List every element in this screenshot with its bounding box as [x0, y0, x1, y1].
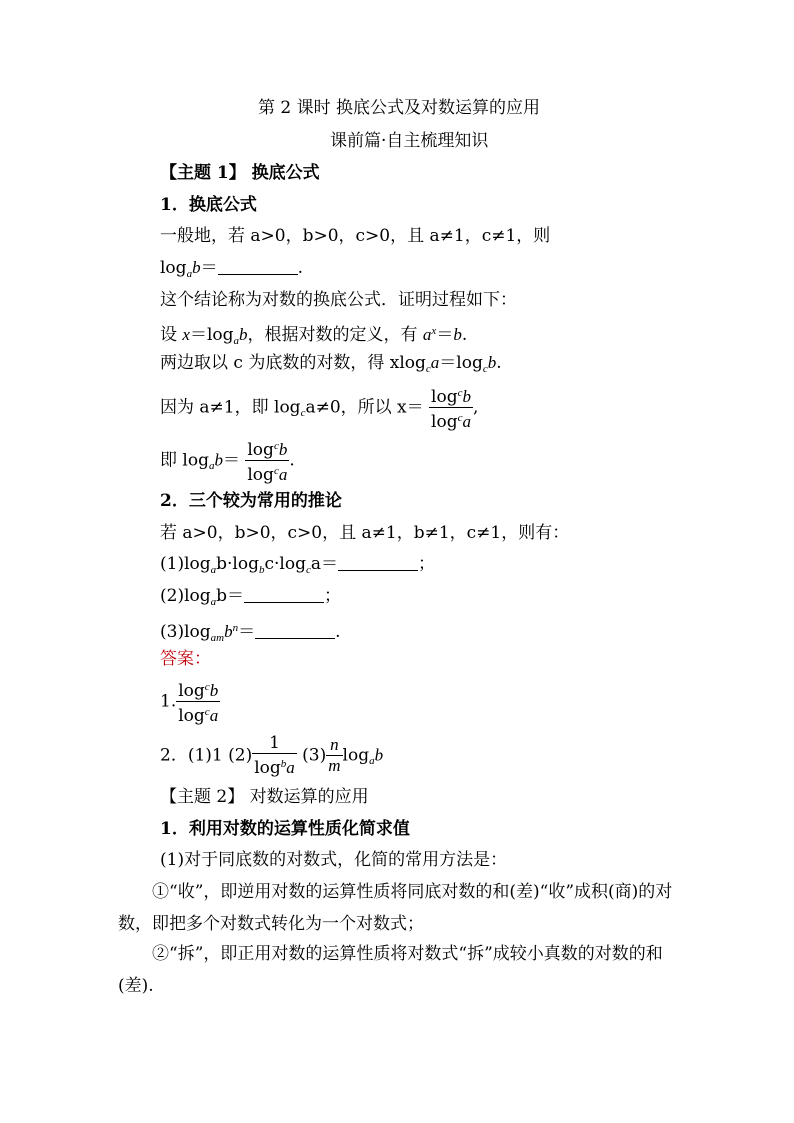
numerator: n	[330, 735, 339, 754]
corollary-condition: 若 a>0，b>0，c>0，且 a≠1，b≠1，c≠1，则有：	[160, 523, 570, 543]
var-a: a	[209, 706, 219, 725]
corollary-item-2	[160, 585, 341, 613]
answer-2	[160, 733, 383, 778]
topic1-sec2-title: 2．三个较为常用的推论	[160, 491, 342, 511]
var-x: x	[182, 325, 190, 344]
log-arg: b	[192, 258, 201, 277]
corollary-item-3	[160, 617, 341, 649]
corollary-item-1	[160, 553, 435, 581]
log-base: a	[233, 335, 240, 347]
equals: ＝	[200, 258, 218, 278]
text: (3)	[296, 745, 327, 766]
text: 因为 a≠1，即 log	[160, 397, 301, 418]
fraction	[326, 735, 342, 776]
text: a≠0，所以 x＝	[305, 397, 424, 418]
period: .	[496, 353, 502, 373]
log-base: c	[305, 564, 311, 576]
log-arg: b	[239, 325, 248, 344]
var-b: b	[374, 745, 384, 765]
topic2-heading: 【主题 2】 对数运算的应用	[160, 787, 369, 807]
log-base: c	[273, 465, 279, 477]
log-base: a	[186, 268, 193, 280]
period: .	[297, 258, 303, 278]
equals: ＝	[238, 622, 256, 642]
text: (1)log	[160, 554, 211, 574]
semicolon: ；	[418, 554, 435, 574]
log-base: c	[300, 407, 306, 419]
formula-description: 这个结论称为对数的换底公式．证明过程如下：	[160, 290, 517, 310]
var-b: b	[278, 440, 288, 459]
text: 2．(1)1 (2)	[160, 745, 253, 766]
var-b: b	[209, 681, 219, 700]
denominator: m	[328, 756, 341, 775]
change-base-condition: 一般地，若 a>0，b>0，c>0，且 a≠1，c≠1，则	[160, 226, 551, 246]
var-b: b	[453, 325, 462, 344]
log-base: c	[273, 440, 279, 452]
fraction	[245, 436, 289, 485]
text: 两边取以 c 为底数的对数，得 xlog	[160, 353, 426, 373]
log-text: log	[178, 681, 205, 701]
var-a: a	[462, 412, 471, 431]
period: .	[335, 622, 341, 642]
text: (3)log	[160, 622, 211, 642]
proof-step-1	[160, 320, 467, 352]
log-text: log	[431, 387, 458, 407]
text: a＝	[310, 554, 338, 574]
log-base: c	[482, 363, 488, 375]
topic2-paragraph-2: ①“收”，即逆用对数的运算性质将同底对数的和(差)“收”成积(商)的对数，即把多个对数式转化为一个对数式；	[118, 882, 673, 934]
log-base: c	[457, 387, 463, 399]
log-text: log	[431, 412, 458, 432]
log-base: c	[425, 363, 431, 375]
log-base: am	[210, 632, 225, 644]
semicolon: ；	[324, 586, 342, 606]
log-text: log	[342, 745, 370, 766]
log-base: c	[204, 706, 210, 718]
comma: ,	[473, 397, 479, 418]
equals: ＝	[189, 325, 207, 345]
equals: ＝	[439, 353, 457, 373]
proof-step-2	[160, 352, 502, 380]
section-subtitle: 课前篇·自主梳理知识	[330, 131, 489, 151]
log-text: log	[178, 706, 205, 726]
log-text: log	[456, 353, 483, 373]
log-base: a	[210, 564, 217, 576]
log-base: a	[210, 596, 217, 608]
topic2-paragraph-3: ②“拆”，即正用对数的运算性质将对数式“拆”成较小真数的对数的和(差).	[118, 944, 663, 996]
answer-label: 答案：	[160, 649, 211, 669]
log-base: a	[208, 460, 215, 472]
log-base: b	[280, 758, 287, 770]
text: c·log	[264, 554, 306, 574]
text: 设	[160, 325, 183, 345]
log-base: a	[369, 755, 375, 767]
equals: ＝	[436, 325, 454, 345]
change-base-blank-line	[160, 257, 303, 285]
text: (2)log	[160, 586, 211, 606]
var-b: b	[487, 353, 497, 372]
log-text: log	[206, 325, 234, 345]
log-base: c	[204, 681, 210, 693]
answer-blank[interactable]	[218, 260, 298, 275]
var-a: a	[286, 758, 295, 777]
log-base: b	[258, 564, 265, 576]
topic1-heading: 【主题 1】 换底公式	[160, 163, 320, 183]
period: .	[461, 325, 468, 345]
text: ，根据对数的定义，有	[247, 325, 423, 345]
exp-n: n	[232, 622, 239, 634]
var-b: b	[224, 622, 233, 641]
numerator: 1	[269, 733, 280, 753]
text: b＝	[216, 586, 245, 606]
page-title: 第 2 课时 换底公式及对数运算的应用	[258, 98, 541, 118]
answer-blank[interactable]	[244, 588, 324, 603]
period: .	[289, 450, 295, 471]
log-text: log	[247, 465, 274, 485]
exp-x: x	[431, 325, 437, 337]
text: 即 log	[160, 450, 209, 471]
var-a: a	[422, 325, 432, 344]
proof-step-4	[160, 436, 295, 485]
topic2-sec1-title: 1．利用对数的运算性质化简求值	[160, 819, 410, 839]
log-text: log	[160, 258, 187, 278]
var-a: a	[430, 353, 440, 372]
fraction	[176, 677, 220, 726]
topic1-sec1-title: 1．换底公式	[160, 195, 257, 215]
topic2-paragraph-1: (1)对于同底数的对数式，化简的常用方法是：	[160, 850, 508, 870]
log-text: log	[247, 440, 274, 460]
text: 1.	[160, 691, 177, 712]
var-b: b	[214, 450, 223, 470]
log-base: c	[457, 412, 463, 424]
fraction	[429, 383, 473, 432]
answer-1	[160, 677, 220, 726]
var-b: b	[462, 387, 471, 406]
answer-blank[interactable]	[255, 624, 335, 639]
log-text: log	[254, 758, 281, 778]
var-a: a	[278, 465, 288, 484]
fraction	[252, 733, 297, 778]
text: b·log	[216, 554, 259, 574]
proof-step-3	[160, 383, 478, 432]
answer-blank[interactable]	[338, 556, 418, 571]
equals: ＝	[222, 450, 240, 471]
